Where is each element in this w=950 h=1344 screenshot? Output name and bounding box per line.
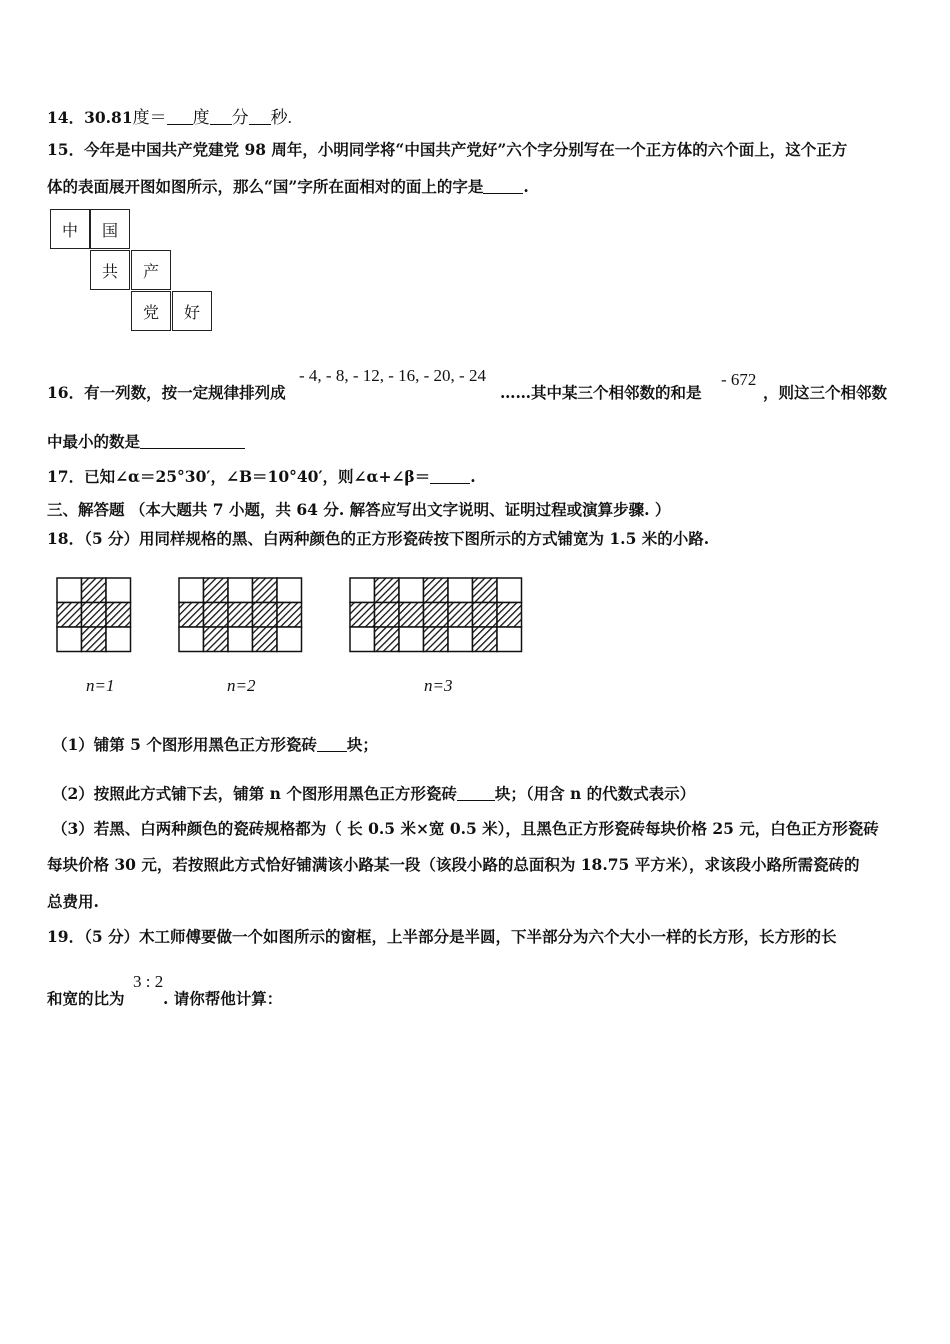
white-tile (228, 578, 253, 603)
black-tile (375, 627, 400, 652)
q14-blank-deg (167, 110, 193, 125)
q18-part1: （1）铺第 5 个图形用黑色正方形瓷砖 块； (52, 735, 378, 754)
white-tile (106, 578, 131, 603)
black-tile (253, 603, 278, 628)
net-cell: 国 (90, 209, 130, 249)
q19-line2-a: 和宽的比为 (47, 989, 125, 1008)
q18-part3-line1: （3）若黑、白两种颜色的瓷砖规格都为（ 长 0.5 米×宽 0.5 米），且黑色正方形瓷砖每块价格 25 元，白色正方形瓷砖 (52, 819, 879, 838)
black-tile (473, 603, 498, 628)
q14-deg-eq: 度＝ (132, 108, 167, 127)
q14-blank-sec (249, 110, 271, 125)
black-tile (375, 603, 400, 628)
black-tile (424, 578, 449, 603)
q15-blank (483, 179, 523, 194)
white-tile (350, 578, 375, 603)
black-tile (204, 603, 229, 628)
white-tile (277, 578, 302, 603)
net-cell: 好 (172, 291, 212, 331)
section-3-heading: 三、解答题 （本大题共 7 小题，共 64 分. 解答应写出文字说明、证明过程或演算步骤. ） (47, 500, 671, 519)
black-tile (179, 603, 204, 628)
black-tile (473, 627, 498, 652)
white-tile (277, 627, 302, 652)
label-n1: n=1 (86, 676, 115, 695)
q18-stem: 18．（5 分）用同样规格的黑、白两种颜色的正方形瓷砖按下图所示的方式铺宽为 1.5 米的小路. (47, 529, 710, 548)
black-tile (399, 603, 424, 628)
q14-value: 30.81 (84, 108, 133, 127)
label-n3: n=3 (424, 676, 453, 695)
white-tile (57, 627, 82, 652)
white-tile (228, 627, 253, 652)
white-tile (350, 627, 375, 652)
q16-blank (140, 434, 245, 449)
white-tile (399, 627, 424, 652)
black-tile (228, 603, 253, 628)
black-tile (497, 603, 522, 628)
q15-line2: 体的表面展开图如图所示，那么“国”字所在面相对的面上的字是 . (47, 177, 529, 196)
black-tile (350, 603, 375, 628)
black-tile (82, 603, 107, 628)
black-tile (277, 603, 302, 628)
white-tile (399, 578, 424, 603)
q18-part2: （2）按照此方式铺下去，铺第 n 个图形用黑色正方形瓷砖 块；（用含 n 的代数式表示） (52, 784, 696, 803)
net-cell: 共 (90, 250, 130, 290)
black-tile (204, 578, 229, 603)
black-tile (424, 603, 449, 628)
q16-line2: 中最小的数是 (47, 430, 245, 452)
net-cell: 产 (131, 250, 171, 290)
q16-text-a: 16．有一列数，按一定规律排列成 (47, 383, 286, 402)
q16-text-b: ……其中某三个相邻数的和是 (500, 383, 702, 402)
white-tile (57, 578, 82, 603)
q17-line: 17．已知∠α＝25°30′，∠B＝10°40′，则∠α+∠β＝ . (47, 467, 476, 486)
white-tile (497, 578, 522, 603)
net-cell: 中 (50, 209, 90, 249)
black-tile (204, 627, 229, 652)
q16-sequence: - 4, - 8, - 12, - 16, - 20, - 24 (299, 366, 486, 385)
black-tile (82, 578, 107, 603)
black-tile (424, 627, 449, 652)
white-tile (448, 578, 473, 603)
black-tile (375, 578, 400, 603)
black-tile (82, 627, 107, 652)
black-tile (473, 578, 498, 603)
q17-blank (430, 469, 470, 484)
white-tile (179, 578, 204, 603)
white-tile (448, 627, 473, 652)
black-tile (253, 578, 278, 603)
label-n2: n=2 (227, 676, 256, 695)
q18-part3-line2: 每块价格 30 元，若按照此方式恰好铺满该小路某一段（该段小路的总面积为 18.75 平方米），求该段小路所需瓷砖的 (47, 855, 860, 874)
q18-blank-1 (317, 737, 347, 752)
black-tile (253, 627, 278, 652)
black-tile (57, 603, 82, 628)
white-tile (497, 627, 522, 652)
q14-blank-min (210, 110, 232, 125)
q18-part3-line3: 总费用. (47, 892, 99, 911)
q16-text-c: ，则这三个相邻数 (763, 383, 888, 402)
q15-line1: 15．今年是中国共产党建党 98 周年，小明同学将“中国共产党好”六个字分别写在一个正方体的六个面上，这个正方 (47, 140, 848, 159)
q14-line: 14．30.81度＝ 度 分 秒. (47, 108, 292, 127)
q14-number: 14． (47, 108, 85, 127)
white-tile (106, 627, 131, 652)
q19-ratio: 3 : 2 (133, 972, 164, 991)
q19-line1: 19．（5 分）木工师傅要做一个如图所示的窗框，上半部分是半圆，下半部分为六个大小一样的长方形，长方形的长 (47, 927, 837, 946)
black-tile (106, 603, 131, 628)
net-cell: 党 (131, 291, 171, 331)
black-tile (448, 603, 473, 628)
q19-line2-b: . 请你帮他计算： (163, 989, 283, 1008)
tile-patterns (0, 560, 560, 670)
q16-sum: - 672 (721, 370, 757, 389)
white-tile (179, 627, 204, 652)
q18-blank-2 (457, 786, 495, 801)
